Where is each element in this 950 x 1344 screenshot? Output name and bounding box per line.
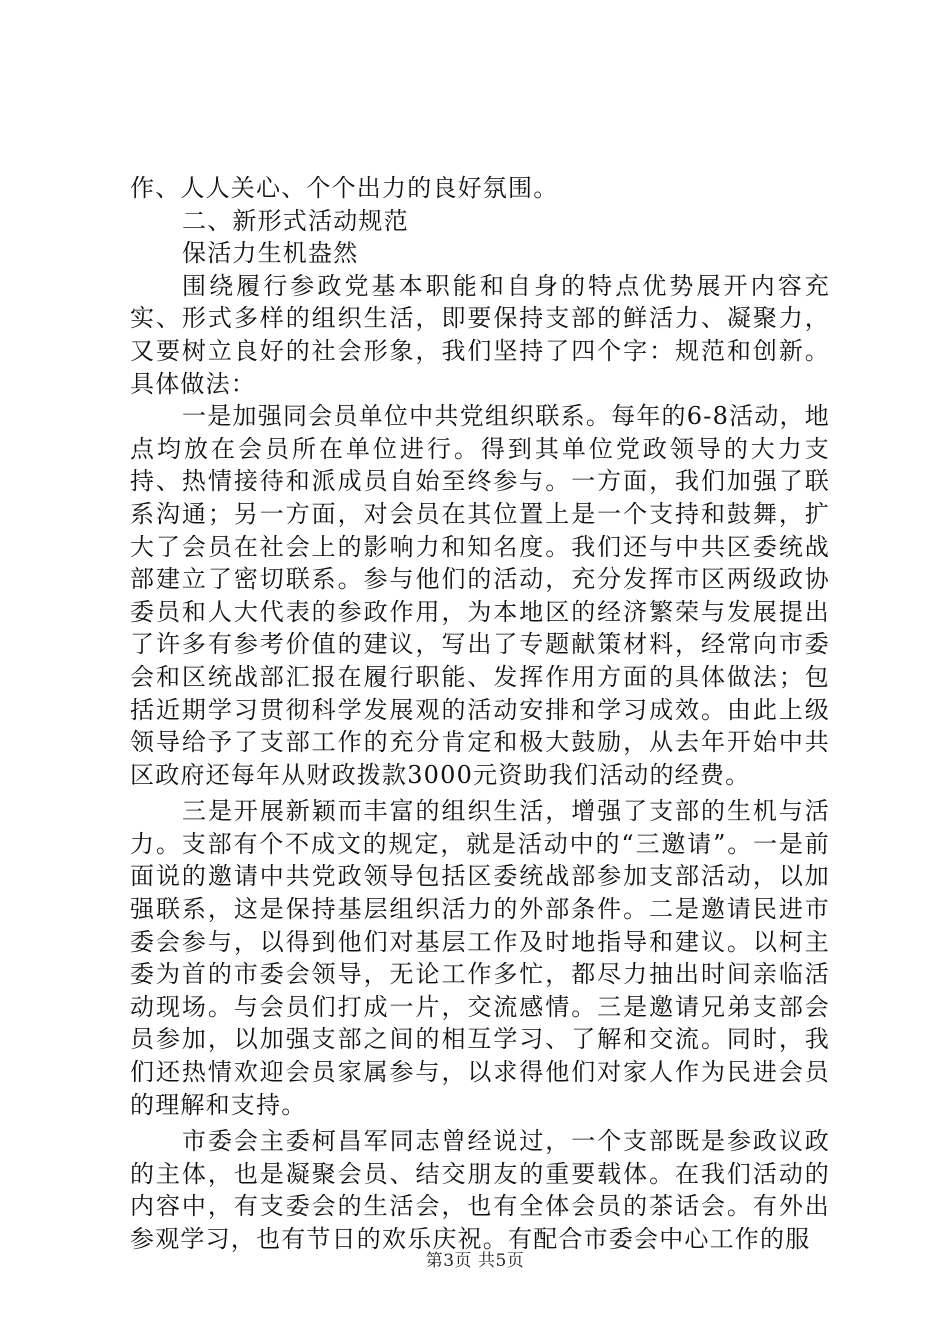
document-body [130, 172, 830, 1256]
paragraph-quote: 市委会主委柯昌军同志曾经说过，一个支部既是参政议政的主体，也是凝聚会员、结交朋友的重要载体。在我们活动的内容中，有支委会的生活会，也有全体会员的茶话会。有外出参观学习，也有节日的欢乐庆祝。有配合市委会中心工作的服 [130, 1127, 830, 1253]
section-heading: 二、新形式活动规范 [182, 206, 409, 235]
paragraph-intro: 围绕履行参政党基本职能和自身的特点优势展开内容充实、形式多样的组织生活，即要保持支部的鲜活力、凝聚力，又要树立良好的社会形象，我们坚持了四个字：规范和创新。具体做法： [130, 271, 830, 398]
paragraph-point-three: 三是开展新颖而丰富的组织生活，增强了支部的生机与活力。支部有个不成文的规定，就是活动中的“三邀请”。一是前面说的邀请中共党政领导包括区委统战部参加支部活动，以加强联系，这是保持基层组织活力的外部条件。二是邀请民进市委会参与，以得到他们对基层工作及时地指导和建议。以柯主委为首的市委会领导，无论工作多忙，都尽力抽出时间亲临活动现场。与会员们打成一片，交流感情。三是邀请兄弟支部会员参加，以加强支部之间的相互学习、了解和交流。同时，我们还热情欢迎会员家属参与，以求得他们对家人作为民进会员的理解和支持。 [130, 797, 830, 1119]
page-footer: 第3页 共5页 [425, 1251, 525, 1271]
section-subheading: 保活力生机盎然 [182, 239, 359, 268]
paragraph-1: 作、人人关心、个个出力的良好氛围。 [130, 174, 559, 202]
paragraph-point-one: 一是加强同会员单位中共党组织联系。每年的6-8活动，地点均放在会员所在单位进行。得到其单位党政领导的大力支持、热情接待和派成员自始至终参与。一方面，我们加强了联系沟通；另一方面，对会员在其位置上是一个支持和鼓舞，扩大了会员在社会上的影响力和知名度。我们还与中共区委统战部建立了密切联系。参与他们的活动，充分发挥市区两级政协委员和人大代表的参政作用，为本地区的经济繁荣与发展提出了许多有参考价值的建议，写出了专题献策材料，经常向市委会和区统战部汇报在履行职能、发挥作用方面的具体做法；包括近期学习贯彻科学发展观的活动安排和学习成效。由此上级领导给予了支部工作的充分肯定和极大鼓励，从去年开始中共区政府还每年从财政拨款3000元资助我们活动的经费。 [130, 402, 830, 789]
